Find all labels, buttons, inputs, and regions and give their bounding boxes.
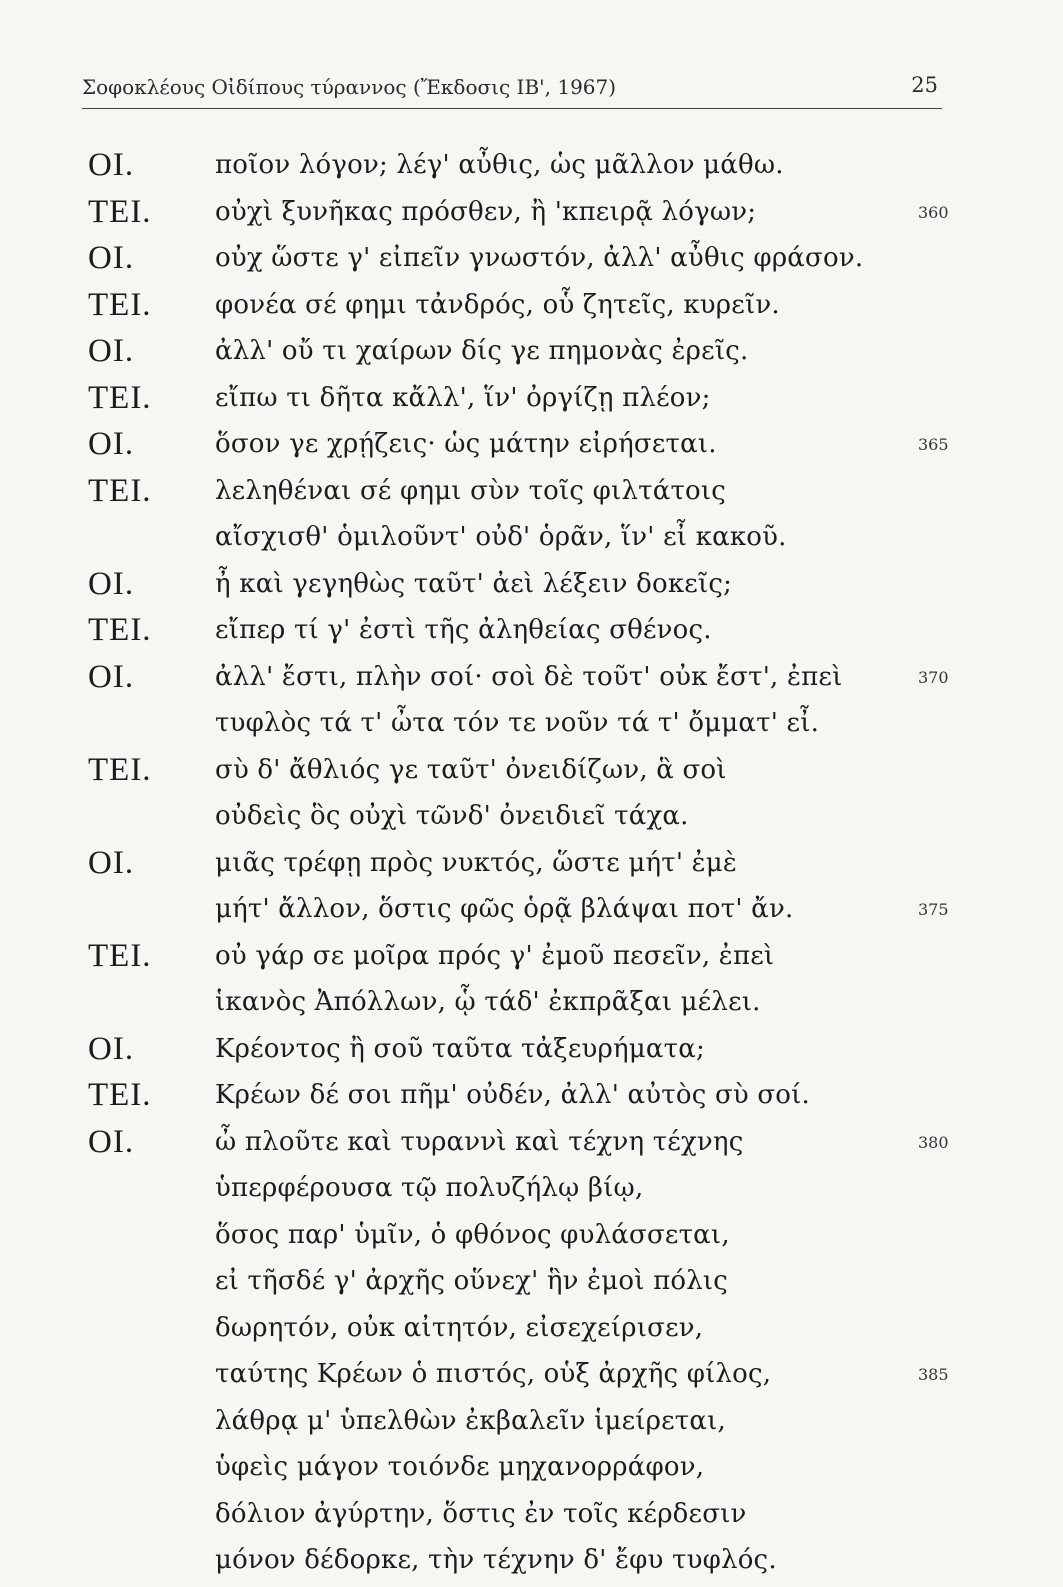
verse-line xyxy=(0,1354,1063,1401)
verse-line xyxy=(0,1401,1063,1448)
speaker-label: ΤΕΙ. xyxy=(88,472,152,509)
speaker-label: ΟΙ. xyxy=(88,333,135,369)
verse-line xyxy=(0,703,1063,750)
verse-line xyxy=(0,1540,1063,1587)
header-rule xyxy=(82,108,942,109)
verse-line xyxy=(0,517,1063,564)
speaker-label: ΟΙ. xyxy=(88,1123,135,1160)
line-number: 375 xyxy=(918,900,949,919)
verse-line xyxy=(0,889,1063,936)
speaker-label: ΟΙ. xyxy=(88,240,135,276)
verse-text: ποῖον λόγον; λέγ' αὖθις, ὡς μᾶλλον μάθω. xyxy=(215,150,784,180)
verse-text: Κρέοντος ἢ σοῦ ταῦτα τἀξευρήματα; xyxy=(215,1033,705,1064)
verse-line xyxy=(0,1308,1063,1355)
verse-text: ὦ πλοῦτε καὶ τυραννὶ καὶ τέχνη τέχνης xyxy=(215,1126,744,1157)
verse-line xyxy=(0,564,1063,611)
verse-text: σὺ δ' ἄθλιός γε ταῦτ' ὀνειδίζων, ἃ σοὶ xyxy=(215,754,727,785)
verse-text: τυφλὸς τά τ' ὦτα τόν τε νοῦν τά τ' ὄμματ' εἶ. xyxy=(215,708,820,738)
verse-text: δωρητόν, οὐκ αἰτητόν, εἰσεχείρισεν, xyxy=(215,1312,704,1343)
verse-line xyxy=(0,1075,1063,1122)
verse-line xyxy=(0,1494,1063,1541)
verse-line xyxy=(0,982,1063,1029)
verse-line xyxy=(0,471,1063,518)
verse-text: οὐχ ὥστε γ' εἰπεῖν γνωστόν, ἀλλ' αὖθις φράσον. xyxy=(215,243,864,273)
verse-text: λεληθέναι σέ φημι σὺν τοῖς φιλτάτοις xyxy=(215,475,727,506)
speaker-label: ΤΕΙ. xyxy=(88,286,152,323)
verse-line xyxy=(0,610,1063,657)
running-header xyxy=(82,70,942,110)
line-number: 370 xyxy=(918,667,949,687)
verse-text: ἀλλ' ἔστι, πλὴν σοί· σοὶ δὲ τοῦτ' οὐκ ἔστ', ἐπεὶ xyxy=(215,661,843,692)
page-number: 25 xyxy=(911,73,938,97)
verse-text: οὐδεὶς ὃς οὐχὶ τῶνδ' ὀνειδιεῖ τάχα. xyxy=(215,801,689,831)
verse-text: μιᾶς τρέφῃ πρὸς νυκτός, ὥστε μήτ' ἐμὲ xyxy=(215,847,738,878)
header-title: Σοφοκλέους Οἰδίπους τύραννος (Ἔκδοσις ΙΒ', 1967) xyxy=(82,75,617,99)
verse-line xyxy=(0,1261,1063,1308)
verse-line xyxy=(0,285,1063,332)
speaker-label: ΤΕΙ. xyxy=(88,193,152,230)
verse-text: οὐ γάρ σε μοῖρα πρός γ' ἐμοῦ πεσεῖν, ἐπεὶ xyxy=(215,940,775,971)
verse-text: εἴπερ τί γ' ἐστὶ τῆς ἀληθείας σθένος. xyxy=(215,615,712,645)
line-number: 360 xyxy=(918,202,949,222)
verse-line xyxy=(0,378,1063,425)
verse-line xyxy=(0,424,1063,471)
speaker-label: ΟΙ. xyxy=(88,147,135,183)
speaker-label: ΤΕΙ. xyxy=(88,612,152,648)
speaker-label: ΤΕΙ. xyxy=(88,1077,152,1113)
verse-line xyxy=(0,796,1063,843)
verse-text: λάθρᾳ μ' ὑπελθὼν ἐκβαλεῖν ἱμείρεται, xyxy=(215,1405,726,1436)
line-number: 380 xyxy=(918,1132,949,1152)
line-number: 365 xyxy=(918,435,949,454)
verse-line xyxy=(0,1122,1063,1169)
speaker-label: ΤΕΙ. xyxy=(88,379,152,416)
speaker-label: ΤΕΙ. xyxy=(88,751,152,788)
verse-block xyxy=(0,145,1063,1587)
verse-line xyxy=(0,1447,1063,1494)
verse-text: ὑφεὶς μάγον τοιόνδε μηχανορράφον, xyxy=(215,1452,705,1482)
verse-text: Κρέων δέ σοι πῆμ' οὐδέν, ἀλλ' αὐτὸς σὺ σοί. xyxy=(215,1080,811,1110)
verse-line xyxy=(0,238,1063,285)
verse-line xyxy=(0,843,1063,890)
verse-line xyxy=(0,192,1063,239)
verse-text: μήτ' ἄλλον, ὅστις φῶς ὁρᾷ βλάψαι ποτ' ἄν. xyxy=(215,894,794,924)
verse-text: οὐχὶ ξυνῆκας πρόσθεν, ἢ 'κπειρᾷ λόγων; xyxy=(215,196,757,227)
verse-text: ἱκανὸς Ἀπόλλων, ᾧ τάδ' ἐκπρᾶξαι μέλει. xyxy=(215,987,761,1017)
verse-line xyxy=(0,1215,1063,1262)
speaker-label: ΤΕΙ. xyxy=(88,937,152,974)
verse-text: ὅσος παρ' ὑμῖν, ὁ φθόνος φυλάσσεται, xyxy=(215,1219,730,1250)
verse-text: ἦ καὶ γεγηθὼς ταῦτ' ἀεὶ λέξειν δοκεῖς; xyxy=(215,568,733,599)
verse-text: ὅσον γε χρῄζεις· ὡς μάτην εἰρήσεται. xyxy=(215,429,717,459)
verse-text: αἴσχισθ' ὁμιλοῦντ' οὐδ' ὁρᾶν, ἵν' εἶ κακοῦ. xyxy=(215,522,787,552)
verse-text: ταύτης Κρέων ὁ πιστός, οὑξ ἀρχῆς φίλος, xyxy=(215,1359,772,1389)
verse-line xyxy=(0,331,1063,378)
verse-text: εἰ τῆσδέ γ' ἀρχῆς οὕνεχ' ἣν ἐμοὶ πόλις xyxy=(215,1266,729,1296)
verse-line xyxy=(0,657,1063,704)
verse-text: ὑπερφέρουσα τῷ πολυζήλῳ βίῳ, xyxy=(215,1173,644,1203)
verse-text: φονέα σέ φημι τἀνδρός, οὗ ζητεῖς, κυρεῖν. xyxy=(215,289,780,320)
verse-line xyxy=(0,1168,1063,1215)
speaker-label: ΟΙ. xyxy=(88,565,135,602)
verse-line xyxy=(0,145,1063,192)
speaker-label: ΟΙ. xyxy=(88,426,135,462)
line-number: 385 xyxy=(918,1365,949,1384)
verse-text: ἀλλ' οὔ τι χαίρων δίς γε πημονὰς ἐρεῖς. xyxy=(215,336,749,366)
verse-text: εἴπω τι δῆτα κἄλλ', ἵν' ὀργίζῃ πλέον; xyxy=(215,382,711,413)
speaker-label: ΟΙ. xyxy=(88,844,135,881)
verse-line xyxy=(0,750,1063,797)
speaker-label: ΟΙ. xyxy=(88,658,135,695)
verse-text: δόλιον ἀγύρτην, ὅστις ἐν τοῖς κέρδεσιν xyxy=(215,1498,747,1529)
speaker-label: ΟΙ. xyxy=(88,1030,135,1067)
verse-text: μόνον δέδορκε, τὴν τέχνην δ' ἔφυ τυφλός. xyxy=(215,1545,777,1575)
verse-line xyxy=(0,1029,1063,1076)
verse-line xyxy=(0,936,1063,983)
